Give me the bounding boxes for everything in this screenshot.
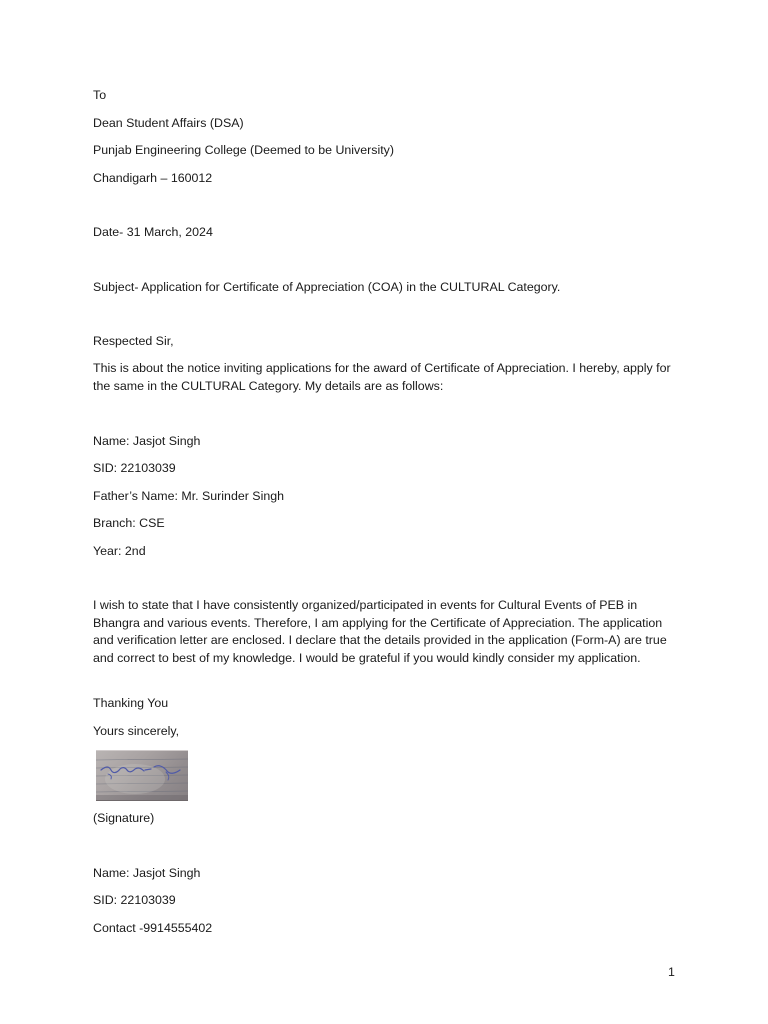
body-paragraph: I wish to state that I have consistently organized/participated in events for Cultural Events of PEB in Bhangra and various events. Therefore, I am applying for the Certificate of Appreciation. The application and verification letter are enclosed. I declare that the details provided in the application (Form-A) are true and correct to best of my knowledge. I would be grateful if you would kindly consider my application. bbox=[93, 598, 667, 665]
footer-sid: SID: 22103039 bbox=[93, 893, 176, 907]
thanks-line: Thanking You bbox=[93, 696, 169, 710]
signature-image bbox=[96, 750, 188, 801]
intro-paragraph: This is about the notice inviting applications for the award of Certificate of Appreciation. I hereby, apply for the same in the CULTURAL Category. My details are as follows: bbox=[93, 361, 671, 393]
detail-branch: Branch: CSE bbox=[93, 516, 165, 530]
detail-name: Name: Jasjot Singh bbox=[93, 434, 201, 448]
detail-father-name: Father’s Name: Mr. Surinder Singh bbox=[93, 489, 284, 503]
location-line: Chandigarh – 160012 bbox=[93, 171, 213, 185]
detail-sid: SID: 22103039 bbox=[93, 461, 176, 475]
closing-line: Yours sincerely, bbox=[93, 724, 180, 738]
date-line: Date- 31 March, 2024 bbox=[93, 225, 213, 239]
footer-name: Name: Jasjot Singh bbox=[93, 866, 201, 880]
page-number: 1 bbox=[668, 965, 675, 979]
institution-line: Punjab Engineering College (Deemed to be University) bbox=[93, 143, 394, 157]
signature-caption: (Signature) bbox=[93, 811, 155, 825]
detail-year: Year: 2nd bbox=[93, 544, 146, 558]
recipient-line: Dean Student Affairs (DSA) bbox=[93, 116, 244, 130]
salutation: Respected Sir, bbox=[93, 334, 174, 348]
subject-line: Subject- Application for Certificate of Appreciation (COA) in the CULTURAL Category. bbox=[93, 280, 561, 294]
addressee-label: To bbox=[93, 88, 107, 102]
footer-contact: Contact -9914555402 bbox=[93, 921, 213, 935]
